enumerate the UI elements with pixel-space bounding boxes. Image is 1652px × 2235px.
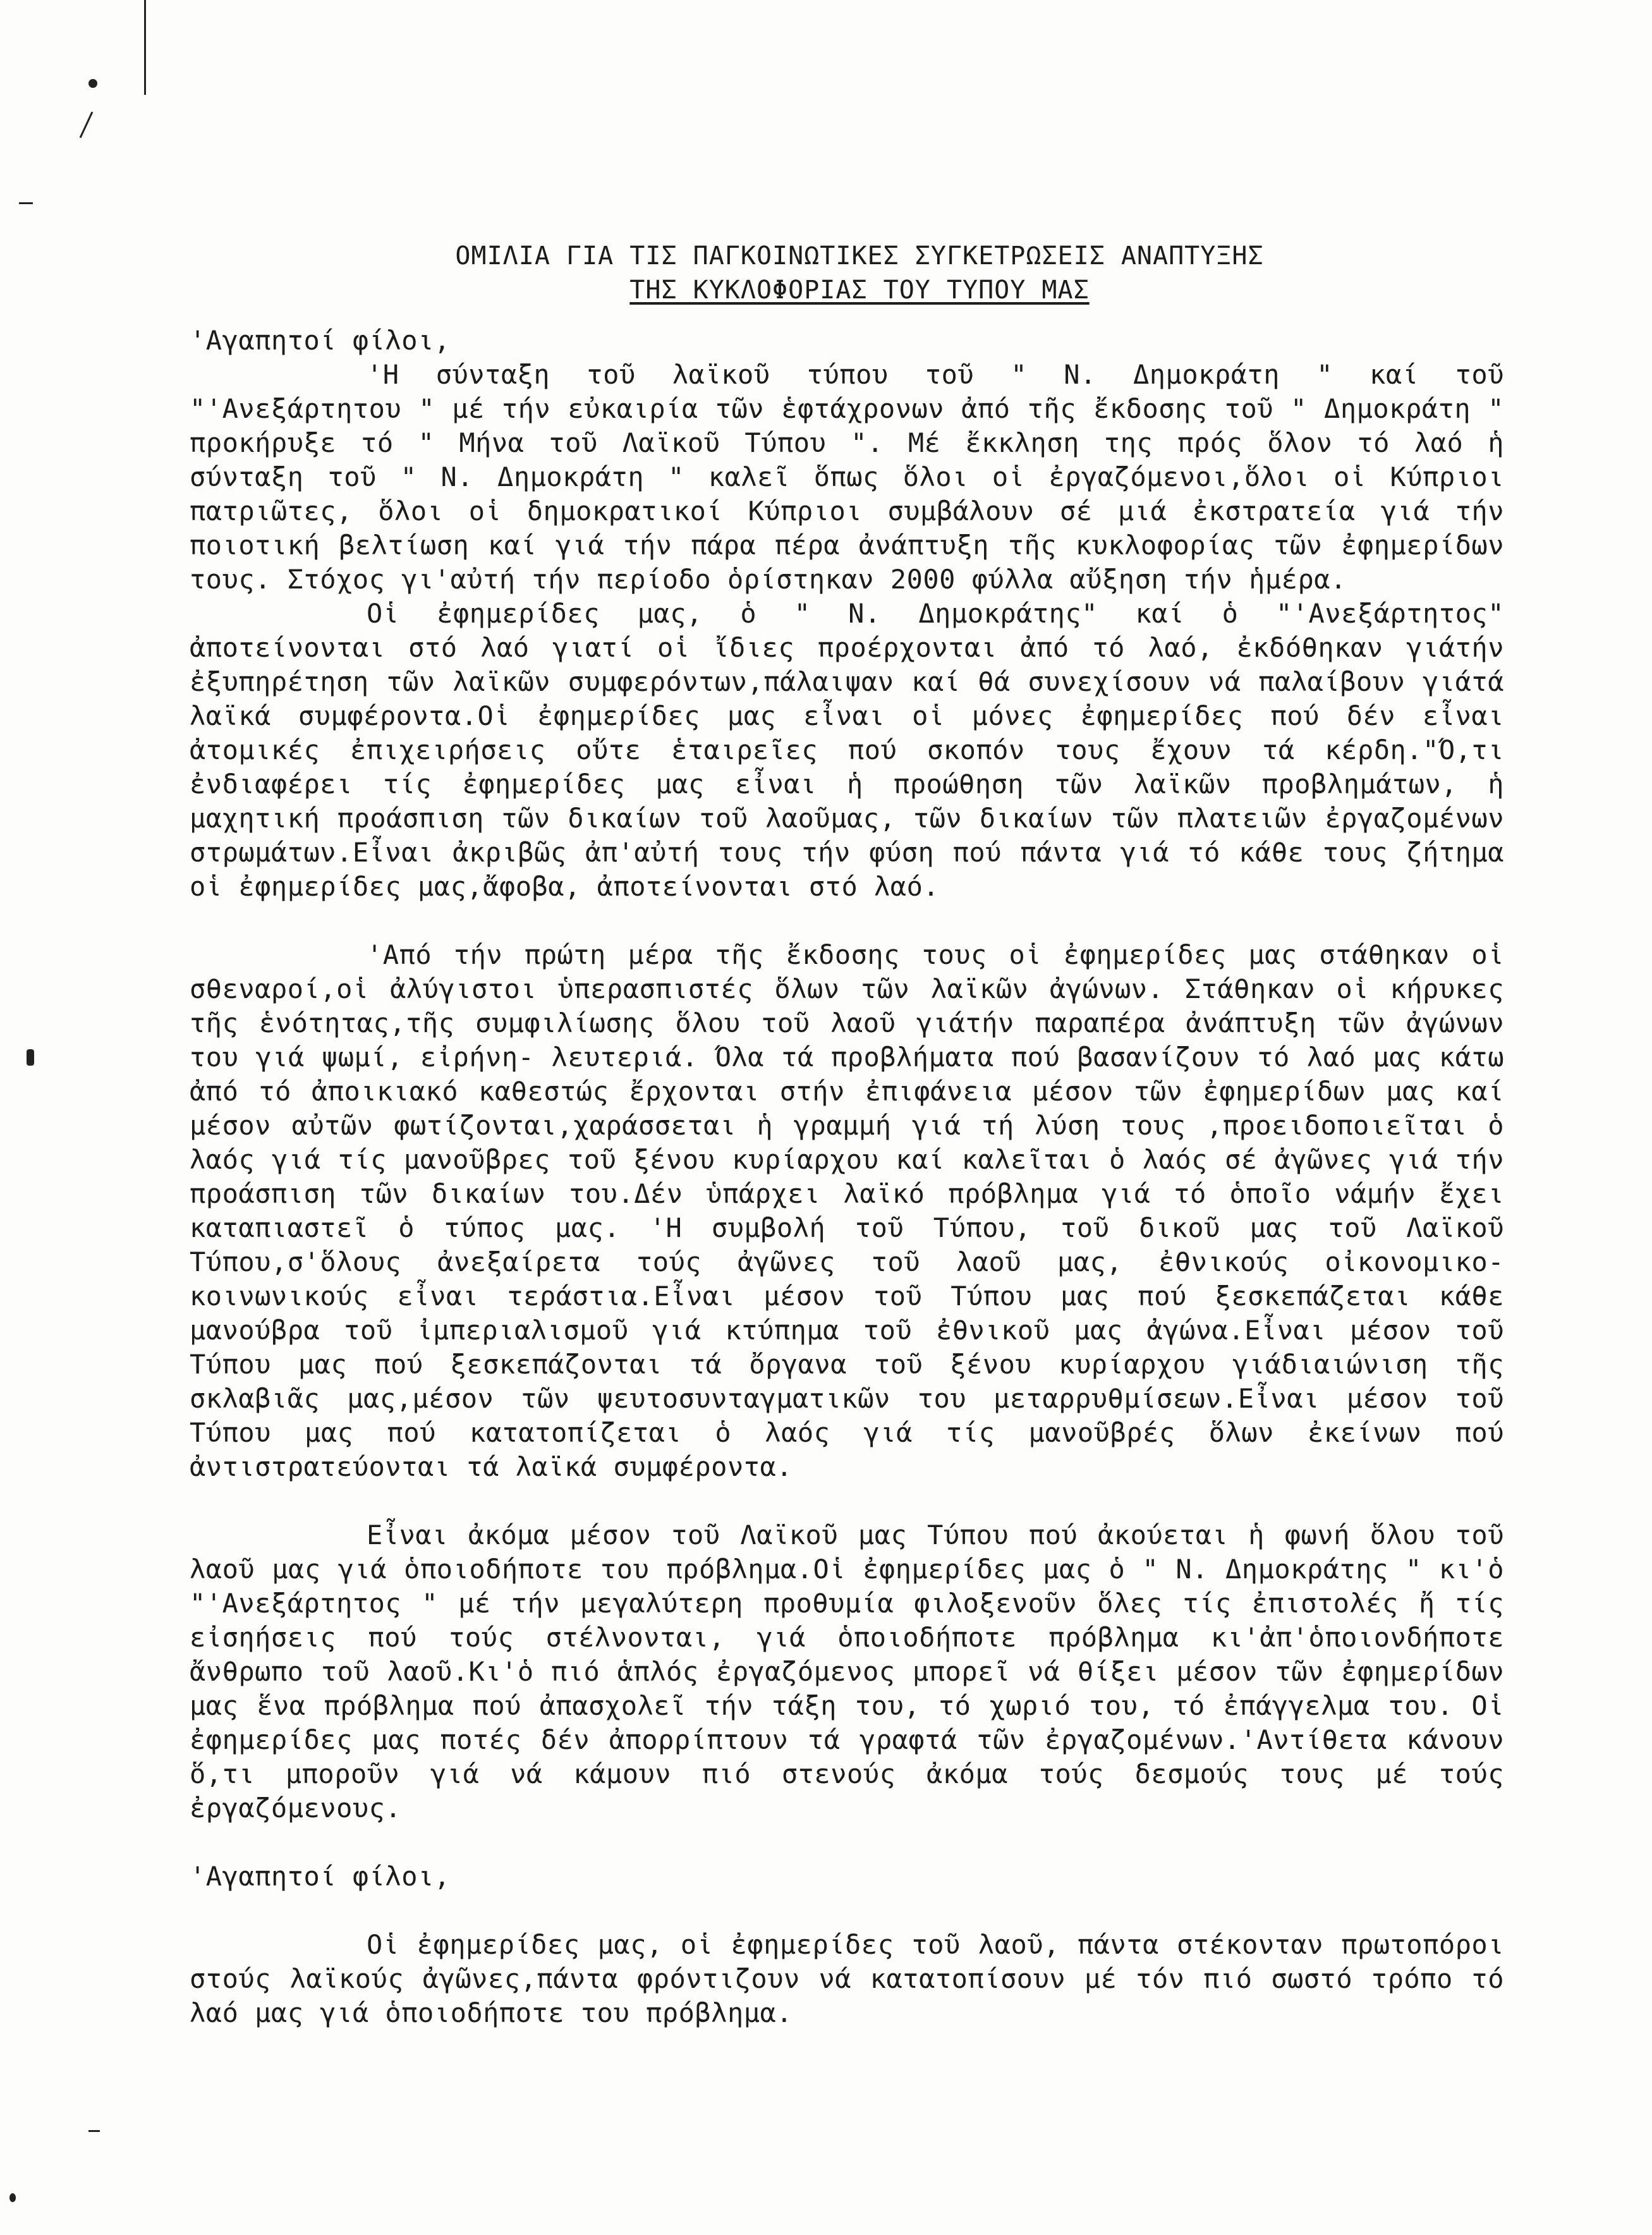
paragraph: Εἶναι ἀκόμα μέσον τοῦ Λαϊκοῦ μας Τύπου πού ἀκούεται ἡ φωνή ὅλου τοῦ λαοῦ μας γιά ὁποιοδήποτε του πρόβλημα.Οἱ ἐφημερίδες μας ὁ " Ν. Δημοκράτης " κι'ὁ "'Ανεξάρτητος " μέ τήν μεγαλύτερη προθυμία φιλοξενοῦν ὅλες τίς ἐπιστολές ἤ τίς εἰσηήσεις πού τούς στέλνονται, γιά ὁποιοδήποτε πρόβλημα κι'ἀπ'ὁποιονδήποτε ἄνθρωπο τοῦ λαοῦ.Κι'ὁ πιό ἁπλός ἐργαζόμενος μπορεῖ νά θίξει μέσον τῶν ἐφημερίδων μας ἕνα πρόβλημα πού ἀπασχολεῖ τήν τάξη του, τό χωριό του, τό ἐπάγγελμα του. Οἱ ἐφημερίδες μας ποτές δέν ἀπορρίπτουν τά γραφτά τῶν ἐργαζομένων.'Αντίθετα κάνουν ὅ,τι μποροῦν γιά νά κάμουν πιό στενούς ἀκόμα τούς δεσμούς τους μέ τούς ἐργαζόμενους. <box>190 1519 1504 1824</box>
scan-mark <box>88 2130 100 2132</box>
paragraph: 'Από τήν πρώτη μέρα τῆς ἔκδοσης τους οἱ ἐφημερίδες μας στάθηκαν οἱ σθεναροί,οἱ ἀλύγιστοι ὑπερασπιστές ὅλων τῶν λαϊκῶν ἀγώνων. Στάθηκαν οἱ κήρυκες τῆς ἑνότητας,τῆς συμφιλίωσης ὅλου τοῦ λαοῦ γιάτήν παραπέρα ἀνάπτυξη τῶν ἀγώνων του γιά ψωμί, εἰρήνη- λευτεριά. Όλα τά προβλήματα πού βασανίζουν τό λαό μας κάτω ἀπό τό ἀποικιακό καθεστώς ἔρχονται στήν ἐπιφάνεια μέσον τῶν ἐφημερίδων μας καί μέσον αὐτῶν φωτίζονται,χαράσσεται ἡ γραμμή γιά τή λύση τους ,προειδοποιεῖται ὁ λαός γιά τίς μανοῦβρες τοῦ ξένου κυρίαρχου καί καλεῖται ὁ λαός σέ ἀγῶνες γιά τήν προάσπιση τῶν δικαίων του.Δέν ὑπάρχει λαϊκό πρόβλημα γιά τό ὁποῖο νάμήν ἔχει καταπιαστεῖ ὁ τύπος μας. 'Η συμβολή τοῦ Τύπου, τοῦ δικοῦ μας τοῦ Λαϊκοῦ Τύπου,σ'ὅλους ἀνεξαίρετα τούς ἀγῶνες τοῦ λαοῦ μας, ἐθνικούς οἰκονομικο-κοινωνικούς εἶναι τεράστια.Εἶναι μέσον τοῦ Τύπου μας πού ξεσκεπάζεται κάθε μανούβρα τοῦ ἰμπεριαλισμοῦ γιά κτύπημα τοῦ ἐθνικοῦ μας ἀγώνα.Εἶναι μέσον τοῦ Τύπου μας πού ξεσκεπάζονται τά ὄργανα τοῦ ξένου κυρίαρχου γιάδιαιώνιση τῆς σκλαβιᾶς μας,μέσον τῶν ψευτοσυνταγματικῶν του μεταρρυθμίσεων.Εἶναι μέσον τοῦ Τύπου μας πού κατατοπίζεται ὁ λαός γιά τίς μανοῦβρές ὅλων ἐκείνων πού ἀντιστρατεύονται τά λαϊκά συμφέροντα. <box>190 939 1504 1482</box>
margin-rule <box>144 0 146 95</box>
salutation: 'Αγαπητοί φίλοι, <box>190 1861 451 1892</box>
document-title <box>354 239 1365 307</box>
scan-mark <box>80 111 94 138</box>
paragraph: Οἱ ἐφημερίδες μας, οἱ ἐφημερίδες τοῦ λαοῦ, πάντα στέκονταν πρωτοπόροι στούς λαϊκούς ἀγῶνες,πάντα φρόντιζουν νά κατατοπίσουν μέ τόν πιό σωστό τρόπο τό λαό μας γιά ὁποιοδήποτε του πρόβλημα. <box>190 1929 1504 2028</box>
title-line-2: ΤΗΣ ΚΥΚΛΟΦΟΡΙΑΣ ΤΟΥ ΤΥΠΟΥ ΜΑΣ <box>629 276 1090 305</box>
paragraph: 'Η σύνταξη τοῦ λαϊκοῦ τύπου τοῦ " Ν. Δημοκράτη " καί τοῦ "'Ανεξάρτητου " μέ τήν εὐκαιρία τῶν ἑφτάχρονων ἀπό τῆς ἔκδοσης τοῦ " Δημοκράτη " προκήρυξε τό " Μήνα τοῦ Λαϊκοῦ Τύπου ". Μέ ἔκκληση της πρός ὅλον τό λαό ἡ σύνταξη τοῦ " Ν. Δημοκράτη " καλεῖ ὅπως ὅλοι οἱ ἐργαζόμενοι,ὅλοι οἱ Κύπριοι πατριῶτες, ὅλοι οἱ δημοκρατικοί Κύπριοι συμβάλουν σέ μιά ἐκστρατεία γιά τήν ποιοτική βελτίωση καί γιά τήν πάρα πέρα ἀνάπτυξη τῆς κυκλοφορίας τῶν ἐφημερίδων τους. Στόχος γι'αὐτή τήν περίοδο ὁρίστηκαν 2000 φύλλα αὔξηση τήν ἡμέρα. <box>190 359 1504 595</box>
scan-dot <box>9 2193 16 2202</box>
scan-dot <box>27 1049 34 1066</box>
scan-mark <box>19 202 33 204</box>
paragraph: Οἱ ἐφημερίδες μας, ὁ " Ν. Δημοκράτης" καί ὁ "'Ανεξάρτητος" ἀποτείνονται στό λαό γιατί οἱ ἴδιες προέρχονται ἀπό τό λαό, ἐκδόθηκαν γιάτήν ἐξυπηρέτηση τῶν λαϊκῶν συμφερόντων,πάλαιψαν καί θά συνεχίσουν νά παλαίβουν γιάτά λαϊκά συμφέροντα.Οἱ ἐφημερίδες μας εἶναι οἱ μόνες ἐφημερίδες πού δέν εἶναι ἀτομικές ἐπιχειρήσεις οὔτε ἑταιρεῖες πού σκοπόν τους ἔχουν τά κέρδη."Ό,τι ἐνδιαφέρει τίς ἐφημερίδες μας εἶναι ἡ προώθηση τῶν λαϊκῶν προβλημάτων, ἡ μαχητική προάσπιση τῶν δικαίων τοῦ λαοῦμας, τῶν δικαίων τῶν πλατειῶν ἐργαζομένων στρωμάτων.Εἶναι ἀκριβῶς ἀπ'αὐτή τους τήν φύση πού πάντα γιά τό κάθε τους ζήτημα οἱ ἐφημερίδες μας,ἄφοβα, ἀποτείνονται στό λαό. <box>190 598 1504 902</box>
scan-dot <box>88 79 97 88</box>
document-body <box>190 324 1504 2030</box>
salutation: 'Αγαπητοί φίλοι, <box>190 325 451 356</box>
title-line-1: ΟΜΙΛΙΑ ΓΙΑ ΤΙΣ ΠΑΓΚΟΙΝΩΤΙΚΕΣ ΣΥΓΚΕΤΡΩΣΕΙΣ ΑΝΑΠΤΥΞΗΣ <box>455 241 1264 271</box>
